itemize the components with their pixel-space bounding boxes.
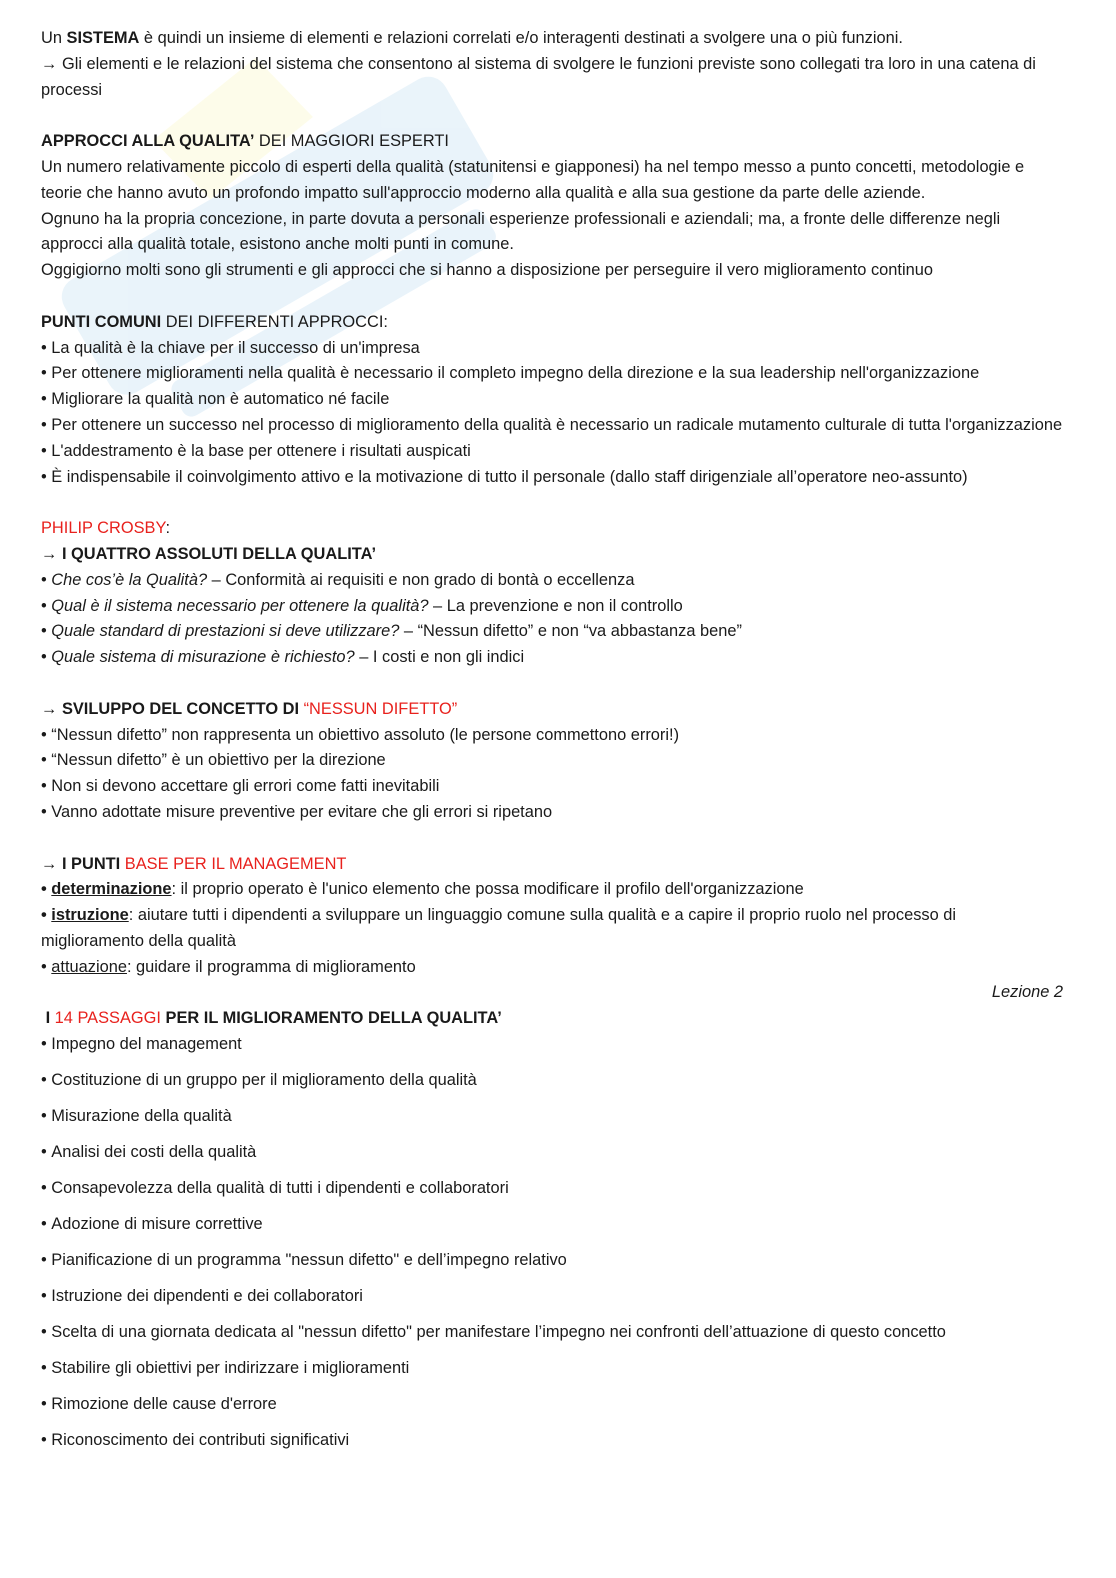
list-item: • Consapevolezza della qualità di tutti i dipendenti e collaboratori — [41, 1176, 1063, 1202]
sviluppo-heading: → SVILUPPO DEL CONCETTO DI “NESSUN DIFETTO” — [41, 699, 458, 718]
intro-paragraph: Un SISTEMA è quindi un insieme di elementi e relazioni correlati e/o interagenti destinati a svolgere una o più funzioni. — [41, 29, 903, 47]
list-item: • La qualità è la chiave per il successo di un'impresa — [41, 336, 1063, 362]
approcci-paragraph-1: Un numero relativamente piccolo di esperti della qualità (statunitensi e giapponesi) ha nel tempo messo a punto concetti, metodologie e teorie che hanno avuto un profondo impatto sull'approccio moderno alla qualità e alla sua gestione da parte delle aziende. — [41, 157, 1025, 202]
list-item: • “Nessun difetto” è un obiettivo per la direzione — [41, 748, 1063, 774]
list-item: • Che cos’è la Qualità? – Conformità ai requisiti e non grado di bontà o eccellenza — [41, 568, 1063, 594]
list-item: • Per ottenere un successo nel processo di miglioramento della qualità è necessario un radicale mutamento culturale di tutta l'organizzazione — [41, 413, 1063, 439]
list-item: • Vanno adottate misure preventive per evitare che gli errori si ripetano — [41, 800, 1063, 826]
passaggi-heading: I 14 PASSAGGI PER IL MIGLIORAMENTO DELLA QUALITA’ — [45, 1009, 502, 1028]
punti-base-heading: → I PUNTI BASE PER IL MANAGEMENT — [41, 854, 347, 873]
list-item: • attuazione: guidare il programma di miglioramento — [41, 955, 1063, 981]
intro-arrow-paragraph: → Gli elementi e le relazioni del sistema che consentono al sistema di svolgere le funzioni previste sono collegati tra loro in una catena di processi — [41, 54, 1036, 99]
list-item: • Rimozione delle cause d'errore — [41, 1392, 1063, 1418]
assoluti-heading: → I QUATTRO ASSOLUTI DELLA QUALITA’ — [41, 544, 377, 563]
approcci-paragraph-3: Oggigiorno molti sono gli strumenti e gli approcci che si hanno a disposizione per perseguire il vero miglioramento continuo — [41, 261, 933, 280]
approcci-paragraph-2: Ognuno ha la propria concezione, in parte dovuta a personali esperienze professionali e aziendali; ma, a fronte delle differenze negli approcci alla qualità totale, esistono anche molti punti in comune. — [41, 209, 1001, 254]
list-item: • L'addestramento è la base per ottenere i risultati auspicati — [41, 439, 1063, 465]
list-item: • Qual è il sistema necessario per ottenere la qualità? – La prevenzione e non il controllo — [41, 594, 1063, 620]
list-item: • Pianificazione di un programma "nessun difetto" e dell’impegno relativo — [41, 1248, 1063, 1274]
approcci-heading: APPROCCI ALLA QUALITA’ DEI MAGGIORI ESPERTI — [41, 132, 449, 151]
punti-comuni-heading: PUNTI COMUNI DEI DIFFERENTI APPROCCI: — [41, 312, 388, 331]
list-item: • istruzione: aiutare tutti i dipendenti a sviluppare un linguaggio comune sulla qualità e a capire il proprio ruolo nel processo di miglioramento della qualità — [41, 906, 957, 950]
sistema-keyword: SISTEMA — [66, 29, 140, 47]
list-item: • determinazione: il proprio operato è l'unico elemento che possa modificare il profilo dell'organizzazione — [41, 880, 804, 899]
list-item: • Costituzione di un gruppo per il miglioramento della qualità — [41, 1068, 1063, 1094]
lesson-label: Lezione 2 — [991, 983, 1063, 1002]
list-item: • Riconoscimento dei contributi significativi — [41, 1428, 1063, 1454]
list-item: • Scelta di una giornata dedicata al "nessun difetto" per manifestare l’impegno nei confronti dell’attuazione di questo concetto — [41, 1320, 1063, 1346]
list-item: • Quale sistema di misurazione è richiesto? – I costi e non gli indici — [41, 645, 1063, 671]
crosby-heading: PHILIP CROSBY: — [41, 519, 171, 538]
list-item: • Impegno del management — [41, 1032, 1063, 1058]
list-item: • Per ottenere miglioramenti nella qualità è necessario il completo impegno della direzione e la sua leadership nell'organizzazione — [41, 361, 1063, 387]
document-page — [41, 26, 1063, 1464]
list-item: • Istruzione dei dipendenti e dei collaboratori — [41, 1284, 1063, 1310]
list-item: • “Nessun difetto” non rappresenta un obiettivo assoluto (le persone commettono errori!) — [41, 723, 1063, 749]
list-item: • Adozione di misure correttive — [41, 1212, 1063, 1238]
list-item: • Stabilire gli obiettivi per indirizzare i miglioramenti — [41, 1356, 1063, 1382]
list-item: • Non si devono accettare gli errori come fatti inevitabili — [41, 774, 1063, 800]
list-item: • Misurazione della qualità — [41, 1104, 1063, 1130]
list-item: • Analisi dei costi della qualità — [41, 1140, 1063, 1166]
list-item: • Migliorare la qualità non è automatico né facile — [41, 387, 1063, 413]
list-item: • È indispensabile il coinvolgimento attivo e la motivazione di tutto il personale (dallo staff dirigenziale all’operatore neo-assunto) — [41, 465, 1063, 491]
list-item: • Quale standard di prestazioni si deve utilizzare? – “Nessun difetto” e non “va abbastanza bene” — [41, 619, 1063, 645]
